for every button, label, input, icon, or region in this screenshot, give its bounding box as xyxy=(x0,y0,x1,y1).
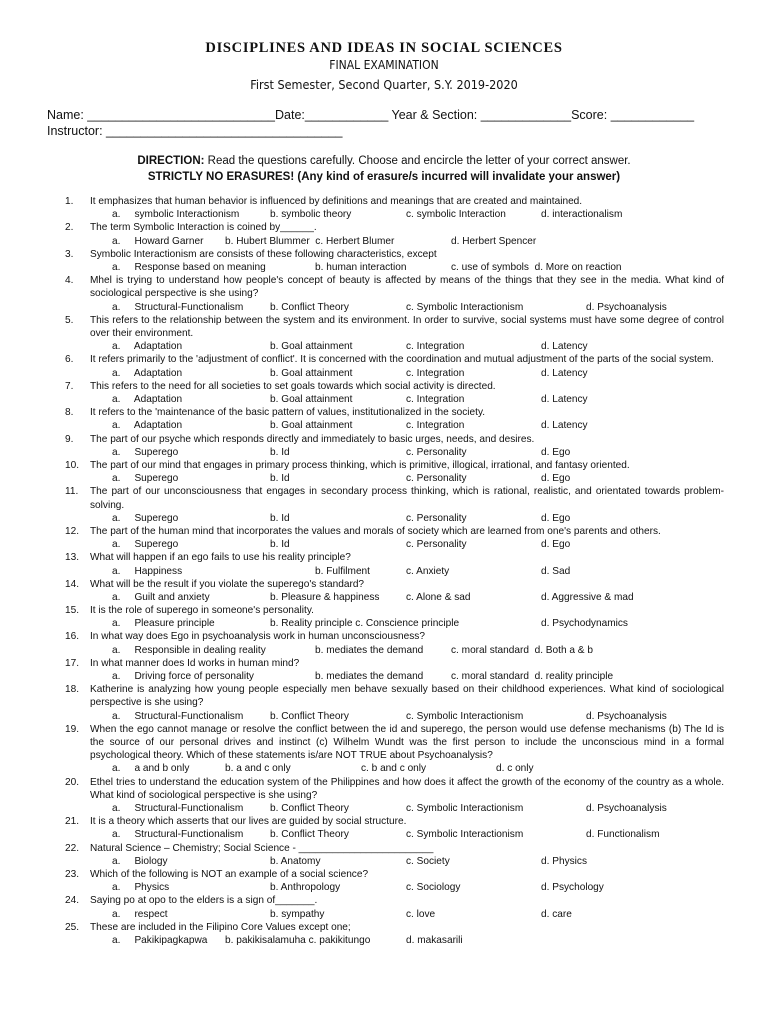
answer-option[interactable]: c. Symbolic Interactionism xyxy=(406,710,524,722)
answer-option[interactable]: d. Ego xyxy=(541,473,571,485)
answer-option[interactable]: a. Howard Garner xyxy=(112,235,204,247)
question xyxy=(0,630,768,656)
answer-option[interactable]: a. Adaptation xyxy=(112,420,183,432)
answer-option[interactable]: d. Latency xyxy=(541,393,588,405)
answer-option[interactable]: b. human interaction xyxy=(315,261,407,273)
question xyxy=(0,195,768,221)
answer-option[interactable]: d. Psychoanalysis xyxy=(586,803,667,815)
question xyxy=(0,723,768,776)
answer-option[interactable]: c. Integration xyxy=(406,393,465,405)
question-number: 9. xyxy=(65,433,74,445)
question xyxy=(0,525,768,551)
question-stem: Saying po at opo to the elders is a sign of_______. xyxy=(90,895,318,907)
answer-option[interactable]: a. Pakikipagkapwa xyxy=(112,935,208,946)
question-text xyxy=(0,894,768,907)
answer-option[interactable]: a. Biology xyxy=(112,855,168,867)
answer-option[interactable]: b. Goal attainment xyxy=(270,393,353,405)
question-text xyxy=(0,776,768,802)
answer-option[interactable]: b. Anthropology xyxy=(270,882,341,894)
answer-option[interactable]: b. Hubert Blummer c. Herbert Blumer xyxy=(225,235,395,247)
answer-options xyxy=(0,208,768,221)
answer-option[interactable]: b. Goal attainment xyxy=(270,341,353,353)
answer-options xyxy=(0,235,768,248)
question-number: 17. xyxy=(65,657,80,669)
exam-title: DISCIPLINES AND IDEAS IN SOCIAL SCIENCES xyxy=(205,40,563,56)
question-text xyxy=(0,459,768,472)
question-text xyxy=(0,842,768,855)
answer-option[interactable]: b. Conflict Theory xyxy=(270,710,349,722)
answer-option[interactable]: c. Anxiety xyxy=(406,565,450,577)
question-text xyxy=(0,630,768,643)
question xyxy=(0,894,768,920)
answer-option[interactable]: d. Psychodynamics xyxy=(541,618,628,630)
answer-option[interactable]: b. Id xyxy=(270,539,290,551)
answer-option[interactable]: a. Pleasure principle xyxy=(112,618,215,630)
answer-option[interactable]: c. Integration xyxy=(406,367,465,379)
question-text xyxy=(0,221,768,234)
question-text xyxy=(0,578,768,591)
answer-option[interactable]: c. Society xyxy=(406,855,450,867)
answer-option[interactable]: a. Happiness xyxy=(112,565,183,577)
answer-option[interactable]: b. Anatomy xyxy=(270,855,321,867)
answer-option[interactable]: c. Symbolic Interactionism xyxy=(406,803,524,815)
question-stem: This refers to the need for all societies to set goals towards which social activity is directed. xyxy=(90,380,496,392)
answer-option[interactable]: c. Integration xyxy=(406,341,465,353)
answer-option[interactable]: a. Superego xyxy=(112,473,179,485)
question-text xyxy=(0,683,768,709)
answer-option[interactable]: d. Latency xyxy=(541,420,588,432)
answer-option[interactable]: a. Superego xyxy=(112,539,179,551)
answer-option[interactable]: b. Id xyxy=(270,512,290,524)
answer-option[interactable]: a. Response based on meaning xyxy=(112,261,266,273)
question-stem: This refers to the relationship between the system and its environment. In order to survive, social systems must have some degree of control over their environment. xyxy=(90,314,724,339)
question xyxy=(0,815,768,841)
question-text xyxy=(0,485,768,511)
question-stem: The part of our psyche which responds directly and immediately to basic urges, needs, and desires. xyxy=(90,433,535,445)
question-number: 15. xyxy=(65,605,80,617)
answer-option[interactable]: c. symbolic Interaction xyxy=(406,209,506,221)
question-stem: What will happen if an ego fails to use his reality principle? xyxy=(90,552,351,564)
exam-term: First Semester, Second Quarter, S.Y. 2019-2020 xyxy=(250,77,518,92)
question-number: 21. xyxy=(65,816,80,828)
question-stem: It refers primarily to the 'adjustment of conflict'. It is concerned with the coordination and mutual adjustment of the parts of the social system. xyxy=(90,354,714,366)
question-number: 6. xyxy=(65,354,74,366)
answer-options xyxy=(0,538,768,551)
question xyxy=(0,380,768,406)
answer-option[interactable]: b. symbolic theory xyxy=(270,209,352,221)
question xyxy=(0,274,768,314)
answer-options xyxy=(0,565,768,578)
question-number: 12. xyxy=(65,525,80,537)
answer-option[interactable]: b. pakikisalamuha c. pakikitungo xyxy=(225,935,371,946)
answer-option[interactable]: d. care xyxy=(541,908,572,920)
answer-options xyxy=(0,762,768,775)
question xyxy=(0,248,768,274)
question xyxy=(0,353,768,379)
answer-option[interactable]: d. Functionalism xyxy=(586,829,660,841)
question-number: 4. xyxy=(65,275,74,287)
question-stem: It is the role of superego in someone's personality. xyxy=(90,605,314,617)
question-number: 2. xyxy=(65,222,74,234)
question-number: 19. xyxy=(65,723,80,735)
answer-option[interactable]: a. Driving force of personality xyxy=(112,671,254,683)
answer-options xyxy=(0,591,768,604)
answer-option[interactable]: b. Conflict Theory xyxy=(270,803,349,815)
answer-option[interactable]: a. Adaptation xyxy=(112,341,183,353)
answer-options xyxy=(0,828,768,841)
question-number: 18. xyxy=(65,684,80,696)
answer-option[interactable]: d. Aggressive & mad xyxy=(541,591,634,603)
question-stem: Symbolic Interactionism are consists of these following characteristics, except xyxy=(90,248,437,260)
answer-option[interactable]: a. symbolic Interactionism xyxy=(112,209,240,221)
question-number: 3. xyxy=(65,248,74,260)
answer-option[interactable]: c. use of symbols d. More on reaction xyxy=(451,261,622,273)
question-stem: In what way does Ego in psychoanalysis work in human unconsciousness? xyxy=(90,631,425,643)
question-number: 22. xyxy=(65,842,80,854)
answer-option[interactable]: a. Superego xyxy=(112,512,179,524)
question-number: 1. xyxy=(65,196,74,207)
question-number: 14. xyxy=(65,578,80,590)
answer-option[interactable]: b. Conflict Theory xyxy=(270,829,349,841)
answer-options xyxy=(0,881,768,894)
question-number: 16. xyxy=(65,631,80,643)
answer-options xyxy=(0,934,768,947)
answer-option[interactable]: a. Adaptation xyxy=(112,393,183,405)
question-stem: Ethel tries to understand the education system of the Philippines and how does it affect the growth of the economy of the country as a whole. What kind of sociological perspective is she using? xyxy=(90,776,724,801)
answer-option[interactable]: d. Ego xyxy=(541,539,571,551)
answer-option[interactable]: b. mediates the demand xyxy=(315,644,424,656)
question xyxy=(0,604,768,630)
question-number: 5. xyxy=(65,314,74,326)
question xyxy=(0,485,768,525)
answer-options xyxy=(0,908,768,921)
answer-option[interactable]: b. mediates the demand xyxy=(315,671,424,683)
answer-option[interactable]: b. Pleasure & happiness xyxy=(270,591,380,603)
question xyxy=(0,433,768,459)
exam-subtitle: FINAL EXAMINATION xyxy=(329,58,439,72)
answer-option[interactable]: c. Personality xyxy=(406,539,467,551)
question xyxy=(0,657,768,683)
question-text xyxy=(0,314,768,340)
question-text xyxy=(0,604,768,617)
question xyxy=(0,459,768,485)
direction-text: Read the questions carefully. Choose and encircle the letter of your correct answer. xyxy=(204,155,631,167)
question-stem: Which of the following is NOT an example of a social science? xyxy=(90,869,369,881)
question-text xyxy=(0,525,768,538)
question-text xyxy=(0,868,768,881)
question-stem: It is a theory which asserts that our lives are guided by social structure. xyxy=(90,816,407,828)
answer-option[interactable]: c. Symbolic Interactionism xyxy=(406,301,524,313)
question-number: 11. xyxy=(65,486,79,498)
answer-options xyxy=(0,393,768,406)
answer-option[interactable]: b. Id xyxy=(270,446,290,458)
answer-option[interactable]: d. Ego xyxy=(541,512,571,524)
answer-option[interactable]: b. Goal attainment xyxy=(270,367,353,379)
answer-option[interactable]: d. Latency xyxy=(541,341,588,353)
answer-option[interactable]: c. Sociology xyxy=(406,882,461,894)
answer-option[interactable]: b. Reality principle c. Conscience principle xyxy=(270,618,460,630)
answer-options xyxy=(0,301,768,314)
question-text xyxy=(0,380,768,393)
question-text xyxy=(0,551,768,564)
answer-options xyxy=(0,644,768,657)
question-number: 25. xyxy=(65,921,80,933)
question xyxy=(0,314,768,354)
answer-options xyxy=(0,855,768,868)
question-number: 8. xyxy=(65,407,74,419)
answer-option[interactable]: c. Personality xyxy=(406,473,467,485)
answer-option[interactable]: a. Superego xyxy=(112,446,179,458)
question xyxy=(0,868,768,894)
answer-option[interactable]: b. a and c only xyxy=(225,763,291,775)
answer-option[interactable]: c. love xyxy=(406,908,436,920)
question xyxy=(0,683,768,723)
question-number: 24. xyxy=(65,895,80,907)
question-number: 20. xyxy=(65,776,80,788)
question-text xyxy=(0,248,768,261)
answer-option[interactable]: d. Psychology xyxy=(541,882,604,894)
answer-options xyxy=(0,670,768,683)
answer-options xyxy=(0,367,768,380)
answer-options xyxy=(0,419,768,432)
answer-option[interactable]: a. Adaptation xyxy=(112,367,183,379)
question-text xyxy=(0,274,768,300)
answer-option[interactable]: b. Fulfilment xyxy=(315,565,370,577)
question xyxy=(0,776,768,816)
answer-options xyxy=(0,446,768,459)
answer-option[interactable]: d. Sad xyxy=(541,565,571,577)
question xyxy=(0,551,768,577)
answer-option[interactable]: a. Physics xyxy=(112,882,170,894)
question xyxy=(0,221,768,247)
answer-option[interactable]: d. makasarili xyxy=(406,935,463,946)
question-stem: It refers to the 'maintenance of the basic pattern of values, institutionalized in the society. xyxy=(90,407,486,419)
question-text xyxy=(0,657,768,670)
answer-options xyxy=(0,802,768,815)
student-info-line: Name: ___________________________Date:____________ Year & Section: _____________Score: ____________ xyxy=(47,108,695,122)
answer-option[interactable]: d. Ego xyxy=(541,446,571,458)
answer-option[interactable]: c. Alone & sad xyxy=(406,591,471,603)
answer-option[interactable]: d. interactionalism xyxy=(541,209,623,221)
answer-option[interactable]: b. sympathy xyxy=(270,908,325,920)
answer-option[interactable]: d. Physics xyxy=(541,855,587,867)
answer-options xyxy=(0,340,768,353)
answer-option[interactable]: b. Conflict Theory xyxy=(270,301,349,313)
question-list xyxy=(0,195,768,947)
answer-options xyxy=(0,617,768,630)
answer-option[interactable]: a. a and b only xyxy=(112,763,190,775)
question-stem: Natural Science – Chemistry; Social Science - ________________________ xyxy=(90,842,434,854)
answer-option[interactable]: b. Id xyxy=(270,473,290,485)
answer-option[interactable]: a. Guilt and anxiety xyxy=(112,591,210,603)
question-stem: These are included in the Filipino Core Values except one; xyxy=(90,921,351,933)
question-number: 23. xyxy=(65,869,80,881)
answer-option[interactable]: a. Structural-Functionalism xyxy=(112,829,244,841)
answer-option[interactable]: d. Psychoanalysis xyxy=(586,301,667,313)
question-stem: Mhel is trying to understand how people's concept of beauty is affected by means of the things that they see in the media. What kind of sociological perspective is she using? xyxy=(90,275,724,300)
answer-option[interactable]: c. Symbolic Interactionism xyxy=(406,829,524,841)
question-number: 7. xyxy=(65,380,74,392)
question xyxy=(0,406,768,432)
question xyxy=(0,842,768,868)
question xyxy=(0,921,768,947)
question-stem: What will be the result if you violate the superego's standard? xyxy=(90,578,365,590)
instructor-line: Instructor: __________________________________ xyxy=(47,124,343,138)
answer-option[interactable]: d. Latency xyxy=(541,367,588,379)
answer-option[interactable]: b. Goal attainment xyxy=(270,420,353,432)
answer-option[interactable]: c. Personality xyxy=(406,512,467,524)
question-stem: Katherine is analyzing how young people especially men behave sexually based on their childhood experiences. What kind of sociological perspective is she using? xyxy=(90,684,724,709)
question-stem: The part of our mind that engages in primary process thinking, which is primitive, illogical, irrational, and fantasy oriented. xyxy=(90,459,630,471)
answer-option[interactable]: c. b and c only xyxy=(361,763,427,775)
direction-label: DIRECTION: xyxy=(137,155,205,167)
answer-option[interactable]: c. Integration xyxy=(406,420,465,432)
question-stem: The term Symbolic Interaction is coined by______. xyxy=(90,222,317,234)
question-text xyxy=(0,195,768,208)
answer-option[interactable]: a. Responsible in dealing reality xyxy=(112,644,266,656)
answer-options xyxy=(0,512,768,525)
direction-line xyxy=(0,155,768,167)
question-text xyxy=(0,723,768,763)
question-text xyxy=(0,433,768,446)
answer-option[interactable]: c. moral standard d. Both a & b xyxy=(451,644,593,656)
answer-option[interactable]: a. Structural-Functionalism xyxy=(112,301,244,313)
question-stem: It emphasizes that human behavior is influenced by definitions and meanings that are created and maintained. xyxy=(90,196,583,207)
answer-options xyxy=(0,710,768,723)
question-number: 10. xyxy=(65,459,80,471)
question-text xyxy=(0,815,768,828)
question xyxy=(0,578,768,604)
answer-option[interactable]: d. c only xyxy=(496,763,534,775)
answer-option[interactable]: c. moral standard d. reality principle xyxy=(451,671,614,683)
question-stem: When the ego cannot manage or resolve the conflict between the id and superego, the person would use defense mechanisms (b) The Id is the source of our personal drives and instinct (c) Wilhelm Wundt was the first person to include the unconscious mind in a formal psychological theory. Which of these statements is/are NOT TRUE about Psychoanalysis? xyxy=(90,723,724,762)
answer-option[interactable]: c. Personality xyxy=(406,446,467,458)
no-erasures-warning: STRICTLY NO ERASURES! (Any kind of erasure/s incurred will invalidate your answer) xyxy=(147,171,621,183)
question-stem: The part of the human mind that incorporates the values and morals of society which are learned from one's parents and others. xyxy=(90,525,661,537)
answer-options xyxy=(0,472,768,485)
question-text xyxy=(0,406,768,419)
question-stem: The part of our unconsciousness that engages in secondary process thinking, which is rational, realistic, and orientated towards problem-solving. xyxy=(90,486,724,511)
question-stem: In what manner does Id works in human mind? xyxy=(90,657,300,669)
answer-option[interactable]: a. respect xyxy=(112,908,168,920)
question-text xyxy=(0,353,768,366)
question-number: 13. xyxy=(65,552,80,564)
answer-option[interactable]: a. Structural-Functionalism xyxy=(112,710,244,722)
answer-options xyxy=(0,261,768,274)
answer-option[interactable]: d. Psychoanalysis xyxy=(586,710,667,722)
question-text xyxy=(0,921,768,934)
answer-option[interactable]: d. Herbert Spencer xyxy=(451,235,537,247)
answer-option[interactable]: a. Structural-Functionalism xyxy=(112,803,244,815)
